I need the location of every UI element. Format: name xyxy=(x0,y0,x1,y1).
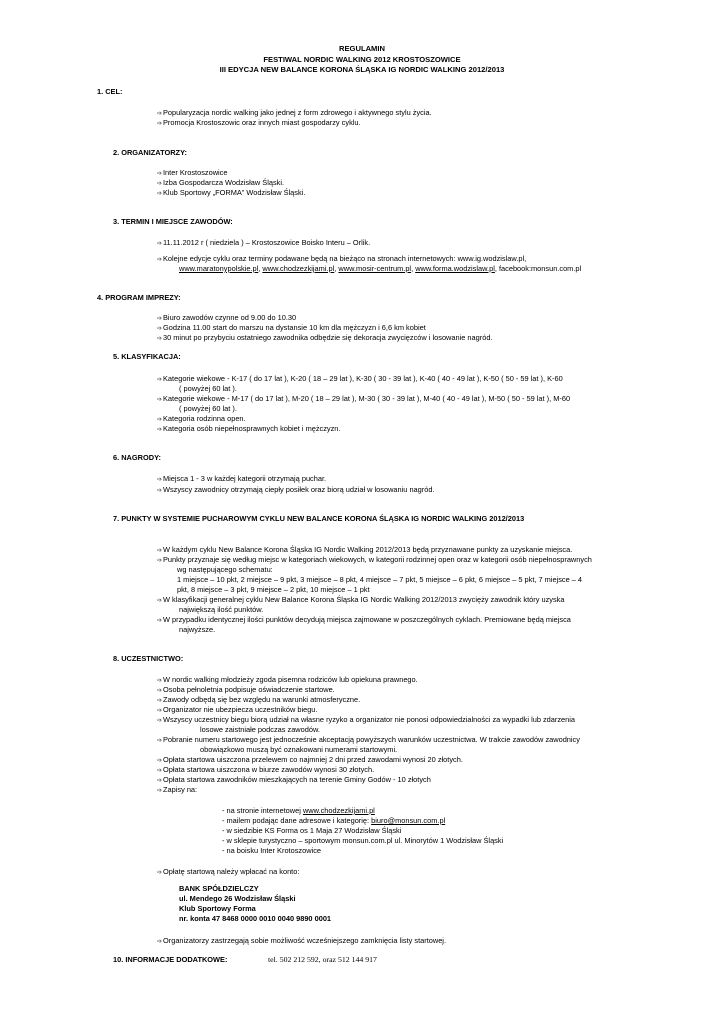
list-item: ➩Izba Gospodarcza Wodzisław Śląski. xyxy=(157,178,284,190)
registration-option: - w siedzibie KS Forma os 1 Maja 27 Wodzisław Śląski xyxy=(222,826,402,835)
list-item: ➩Opłatę startową należy wpłacać na konto: xyxy=(157,867,299,879)
list-item: ➩Biuro zawodów czynne od 9.00 do 10.30 xyxy=(157,313,296,325)
list-item: ➩Klub Sportowy „FORMA” Wodzisław Śląski. xyxy=(157,188,305,200)
list-item: ➩Kategoria rodzinna open. xyxy=(157,414,246,426)
email-link-biuro[interactable]: biuro@monsun.com.pl xyxy=(371,816,446,825)
list-item: ➩Kategorie wiekowe - K-17 ( do 17 lat ), K-20 ( 18 – 29 lat ), K-30 ( 30 - 39 lat ), K-40 ( 40 - 49 lat ), K-50 ( 50 - 59 lat ), K-60 xyxy=(157,374,563,386)
section-heading-informacje: 10. INFORMACJE DODATKOWE: xyxy=(113,955,228,964)
arrow-bullet-icon: ➩ xyxy=(157,241,163,247)
list-item: ➩W przypadku identycznej ilości punktów decydują miejsca zajmowane w poszczególnych cyklach. Premiowane będą miejsca xyxy=(157,615,571,627)
link-chodzezkijami[interactable]: www.chodzezkijami.pl xyxy=(262,264,335,273)
list-item: ➩30 minut po przybyciu ostatniego zawodnika odbędzie się dekoracja zwycięzców i losowanie nagród. xyxy=(157,333,492,345)
arrow-bullet-icon: ➩ xyxy=(157,788,163,794)
arrow-bullet-icon: ➩ xyxy=(157,698,163,704)
arrow-bullet-icon: ➩ xyxy=(157,336,163,342)
arrow-bullet-icon: ➩ xyxy=(157,548,163,554)
points-schema-cont: pkt, 8 miejsce – 3 pkt, 9 miejsce – 2 pkt, 10 miejsce – 1 pkt xyxy=(177,585,370,594)
arrow-bullet-icon: ➩ xyxy=(157,427,163,433)
section-heading-uczestnictwo: 8. UCZESTNICTWO: xyxy=(113,654,184,663)
list-item: ➩Inter Krostoszowice xyxy=(157,168,228,180)
registration-option: - w sklepie turystyczno – sportowym monsun.com.pl ul. Minorytów 1 Wodzisław Śląski xyxy=(222,836,504,845)
arrow-bullet-icon: ➩ xyxy=(157,718,163,724)
section-heading-cel: 1. CEL: xyxy=(97,87,123,96)
list-item: ➩Godzina 11.00 start do marszu na dystansie 10 km dla mężczyzn i 6,6 km kobiet xyxy=(157,323,426,335)
arrow-bullet-icon: ➩ xyxy=(157,477,163,483)
section-heading-organizatorzy: 2. ORGANIZATORZY: xyxy=(113,148,187,157)
list-item: ➩Opłata startowa uiszczona w biurze zawodów wynosi 30 złotych. xyxy=(157,765,374,777)
list-item: ➩Organizator nie ubezpiecza uczestników biegu. xyxy=(157,705,317,717)
link-forma-wodzislaw[interactable]: www.forma.wodzislaw.pl xyxy=(415,264,495,273)
link-chodzezkijami-registration[interactable]: www.chodzezkijami.pl xyxy=(302,806,375,815)
arrow-bullet-icon: ➩ xyxy=(157,778,163,784)
arrow-bullet-icon: ➩ xyxy=(157,738,163,744)
list-item-continuation: ( powyżej 60 lat ). xyxy=(179,404,237,413)
list-item: ➩Wszyscy uczestnicy biegu biorą udział na własne ryzyko a organizator nie ponosi odpowiedzialności za wypadki lub zdarzenia xyxy=(157,715,575,727)
registration-option: - na stronie internetowej www.chodzezkijami.pl xyxy=(222,806,375,815)
bank-name: BANK SPÓŁDZIELCZY xyxy=(179,884,259,893)
list-item: ➩W każdym cyklu New Balance Korona Śląska IG Nordic Walking 2012/2013 będą przyznawane punkty za uzyskanie miejsca. xyxy=(157,545,572,557)
arrow-bullet-icon: ➩ xyxy=(157,678,163,684)
list-item: ➩Kategoria osób niepełnosprawnych kobiet i mężczyzn. xyxy=(157,424,340,436)
list-item: ➩Pobranie numeru startowego jest jednocześnie akceptacją powyższych warunków uczestnictwa. W trakcie zawodów zawodnicy xyxy=(157,735,580,747)
registration-option: - mailem podając dane adresowe i kategorię: biuro@monsun.com.pl xyxy=(222,816,446,825)
doc-subtitle-edition: III EDYCJA NEW BALANCE KORONA ŚLĄSKA IG NORDIC WALKING 2012/2013 xyxy=(219,65,505,74)
bank-account-holder: Klub Sportowy Forma xyxy=(179,904,256,913)
list-item: ➩Kolejne edycje cyklu oraz terminy podawane będą na bieżąco na stronach internetowych: www.ig.wodzislaw.pl, xyxy=(157,254,526,266)
list-item: ➩Popularyzacja nordic walking jako jednej z form zdrowego i aktywnego stylu życia. xyxy=(157,108,432,120)
links-line: www.maratonypolskie.pl, www.chodzezkijami.pl, www.mosir-centrum.pl, www.forma.wodzislaw.pl, facebook:monsun.com.pl xyxy=(179,264,582,273)
arrow-bullet-icon: ➩ xyxy=(157,397,163,403)
doc-subtitle-festival: FESTIWAL NORDIC WALKING 2012 KROSTOSZOWICE xyxy=(263,55,461,64)
list-item-continuation: losowe zaistniałe podczas zawodów. xyxy=(200,725,320,734)
list-item-continuation: ( powyżej 60 lat ). xyxy=(179,384,237,393)
list-item: ➩Wszyscy zawodnicy otrzymają ciepły posiłek oraz biorą udział w losowaniu nagród. xyxy=(157,485,435,497)
arrow-bullet-icon: ➩ xyxy=(157,488,163,494)
arrow-bullet-icon: ➩ xyxy=(157,708,163,714)
link-maratonypolskie[interactable]: www.maratonypolskie.pl xyxy=(179,264,259,273)
list-item: ➩Promocja Krostoszowic oraz innych miast gospodarzy cyklu. xyxy=(157,118,361,130)
arrow-bullet-icon: ➩ xyxy=(157,618,163,624)
arrow-bullet-icon: ➩ xyxy=(157,939,163,945)
list-item: ➩W nordic walking młodzieży zgoda pisemna rodziców lub opiekuna prawnego. xyxy=(157,675,418,687)
arrow-bullet-icon: ➩ xyxy=(157,758,163,764)
section-heading-nagrody: 6. NAGRODY: xyxy=(113,453,161,462)
list-item: ➩11.11.2012 r ( niedziela ) – Krostoszowice Boisko Interu – Orlik. xyxy=(157,238,370,250)
list-item: ➩Opłata startowa zawodników mieszkających na terenie Gminy Godów - 10 złotych xyxy=(157,775,431,787)
arrow-bullet-icon: ➩ xyxy=(157,870,163,876)
section-heading-program: 4. PROGRAM IMPREZY: xyxy=(97,293,181,302)
arrow-bullet-icon: ➩ xyxy=(157,688,163,694)
link-mosir-centrum[interactable]: www.mosir-centrum.pl xyxy=(338,264,412,273)
list-item-continuation: wg następującego schematu: xyxy=(177,565,273,574)
list-item: ➩Zawody odbędą się bez względu na warunki atmosferyczne. xyxy=(157,695,360,707)
section-heading-klasyfikacja: 5. KLASYFIKACJA: xyxy=(113,352,181,361)
list-item-continuation: najwyższe. xyxy=(179,625,216,634)
registration-option: - na boisku Inter Krotoszowice xyxy=(222,846,321,855)
arrow-bullet-icon: ➩ xyxy=(157,121,163,127)
arrow-bullet-icon: ➩ xyxy=(157,111,163,117)
list-item: ➩Osoba pełnoletnia podpisuje oświadczenie startowe. xyxy=(157,685,335,697)
list-item: ➩Kategorie wiekowe - M-17 ( do 17 lat ), M-20 ( 18 – 29 lat ), M-30 ( 30 - 39 lat ), M-40 ( 40 - 49 lat ), M-50 ( 50 - 59 lat ), M-60 xyxy=(157,394,570,406)
list-item: ➩Opłata startowa uiszczona przelewem co najmniej 2 dni przed zawodami wynosi 20 złotych. xyxy=(157,755,463,767)
bank-account-number: nr. konta 47 8468 0000 0010 0040 9890 0001 xyxy=(179,914,332,923)
arrow-bullet-icon: ➩ xyxy=(157,191,163,197)
list-item-continuation: największą ilość punktów. xyxy=(179,605,264,614)
arrow-bullet-icon: ➩ xyxy=(157,768,163,774)
doc-title: REGULAMIN xyxy=(339,44,385,53)
arrow-bullet-icon: ➩ xyxy=(157,171,163,177)
list-item: ➩Zapisy na: xyxy=(157,785,197,797)
list-item-continuation: obowiązkowo muszą być oznakowani numerami startowymi. xyxy=(200,745,398,754)
arrow-bullet-icon: ➩ xyxy=(157,417,163,423)
bank-address: ul. Mendego 26 Wodzisław Śląski xyxy=(179,894,296,903)
contact-phones: tel. 502 212 592, oraz 512 144 917 xyxy=(268,955,377,964)
arrow-bullet-icon: ➩ xyxy=(157,326,163,332)
points-schema: 1 miejsce – 10 pkt, 2 miejsce – 9 pkt, 3 miejsce – 8 pkt, 4 miejsce – 7 pkt, 5 miejsce – 6 pkt, 6 miejsce – 5 pkt, 7 miejsce – 4 xyxy=(177,575,583,584)
list-item: ➩Miejsca 1 - 3 w każdej kategorii otrzymają puchar. xyxy=(157,474,326,486)
arrow-bullet-icon: ➩ xyxy=(157,316,163,322)
arrow-bullet-icon: ➩ xyxy=(157,181,163,187)
list-item: ➩Organizatorzy zastrzegają sobie możliwość wcześniejszego zamknięcia listy startowej. xyxy=(157,936,446,948)
arrow-bullet-icon: ➩ xyxy=(157,558,163,564)
arrow-bullet-icon: ➩ xyxy=(157,257,163,263)
list-item: ➩W klasyfikacji generalnej cyklu New Balance Korona Śląska IG Nordic Walking 2012/2013 zwycięży zawodnik który uzyska xyxy=(157,595,564,607)
list-item: ➩Punkty przyznaje się według miejsc w kategoriach wiekowych, w kategorii rodzinnej open oraz w kategorii osób niepełnosprawnych xyxy=(157,555,592,567)
section-heading-termin: 3. TERMIN I MIEJSCE ZAWODÓW: xyxy=(113,217,233,226)
arrow-bullet-icon: ➩ xyxy=(157,598,163,604)
section-heading-punkty: 7. PUNKTY W SYSTEMIE PUCHAROWYM CYKLU NEW BALANCE KORONA ŚLĄSKA IG NORDIC WALKING 2012/2013 xyxy=(113,514,525,523)
arrow-bullet-icon: ➩ xyxy=(157,377,163,383)
